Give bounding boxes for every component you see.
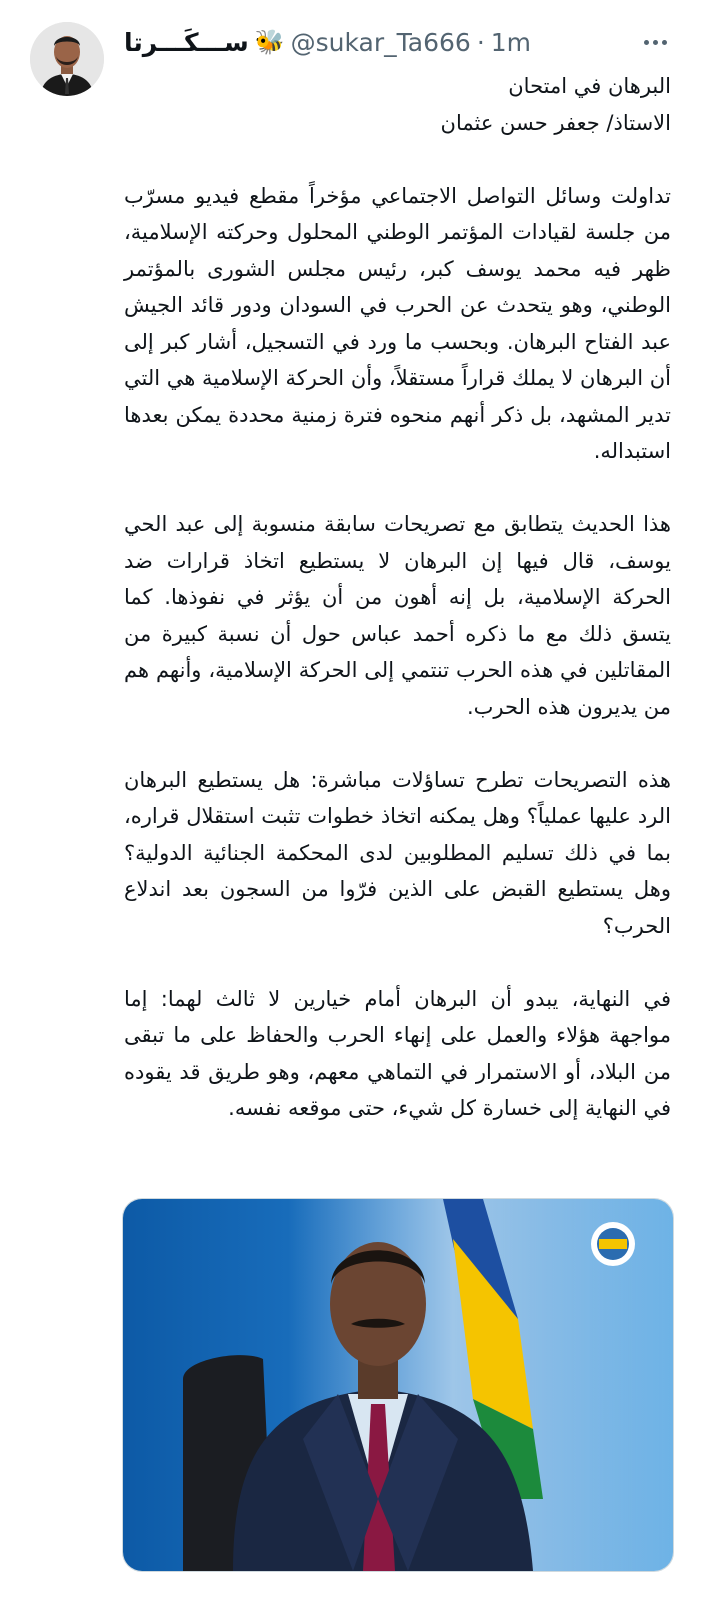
- paragraph-2: هذا الحديث يتطابق مع تصريحات سابقة منسوبة إلى عبد الحي يوسف، قال فيها إن البرهان لا يستطيع اتخاذ قرارات ضد الحركة الإسلامية، بل إنه أهون من أن يؤثر في نفوذها. كما يتسق ذلك مع ما ذكره أحمد عباس حول أن نسبة كبيرة من المقاتلين في هذه الحرب تنتمي إلى الحركة الإسلامية، وأنهم هم من يديرون هذه الحرب.: [124, 512, 671, 719]
- tweet-author: الاستاذ/ جعفر حسن عثمان: [440, 110, 671, 135]
- bee-icon: 🐝: [254, 28, 285, 56]
- more-options-icon[interactable]: [635, 22, 675, 62]
- tweet-body: [124, 68, 671, 1163]
- paragraph-4: في النهاية، يبدو أن البرهان أمام خيارين لا ثالث لهما: إما مواجهة هؤلاء والعمل على إنهاء الحرب والحفاظ على ما تبقى من البلاد، أو الاستمرار في التماهي معهم، وهو طريق قد يقوده في النهاية إلى خسارة كل شيء، حتى موقعه نفسه.: [124, 986, 671, 1120]
- tweet-header: [124, 22, 684, 62]
- separator-dot: ·: [476, 27, 485, 57]
- display-name[interactable]: ســـكَـــرتا: [124, 27, 249, 57]
- paragraph-1: تداولت وسائل التواصل الاجتماعي مؤخراً مقطع فيديو مسرّب من جلسة لقيادات المؤتمر الوطني المحلول وحركته الإسلامية، ظهر فيه محمد يوسف كبر، رئيس مجلس الشورى بالمؤتمر الوطني، وهو يتحدث عن الحرب في السودان ودور قائد الجيش عبد الفتاح البرهان. وبحسب ما ورد في التسجيل، أشار كبر إلى أن البرهان لا يملك قراراً مستقلاً، وأن الحركة الإسلامية هي التي تدير المشهد، بل ذكر أنهم منحوه فترة زمنية محددة يمكن بعدها استبداله.: [124, 183, 671, 463]
- attached-photo[interactable]: [122, 1198, 674, 1572]
- tweet-title: البرهان في امتحان: [508, 74, 671, 98]
- timestamp[interactable]: 1m: [490, 27, 532, 57]
- username-handle[interactable]: @sukar_Ta666: [290, 27, 471, 57]
- photo-image: [123, 1199, 673, 1571]
- paragraph-3: هذه التصريحات تطرح تساؤلات مباشرة: هل يستطيع البرهان الرد عليها عملياً؟ وهل يمكنه اتخاذ خطوات تثبت استقلال قراره، بما في ذلك تسليم المطلوبين لدى المحكمة الجنائية الدولية؟ وهل يستطيع القبض على الذين فرّوا من السجون بعد اندلاع الحرب؟: [124, 767, 671, 938]
- avatar-image: [30, 22, 104, 96]
- avatar[interactable]: [30, 22, 104, 96]
